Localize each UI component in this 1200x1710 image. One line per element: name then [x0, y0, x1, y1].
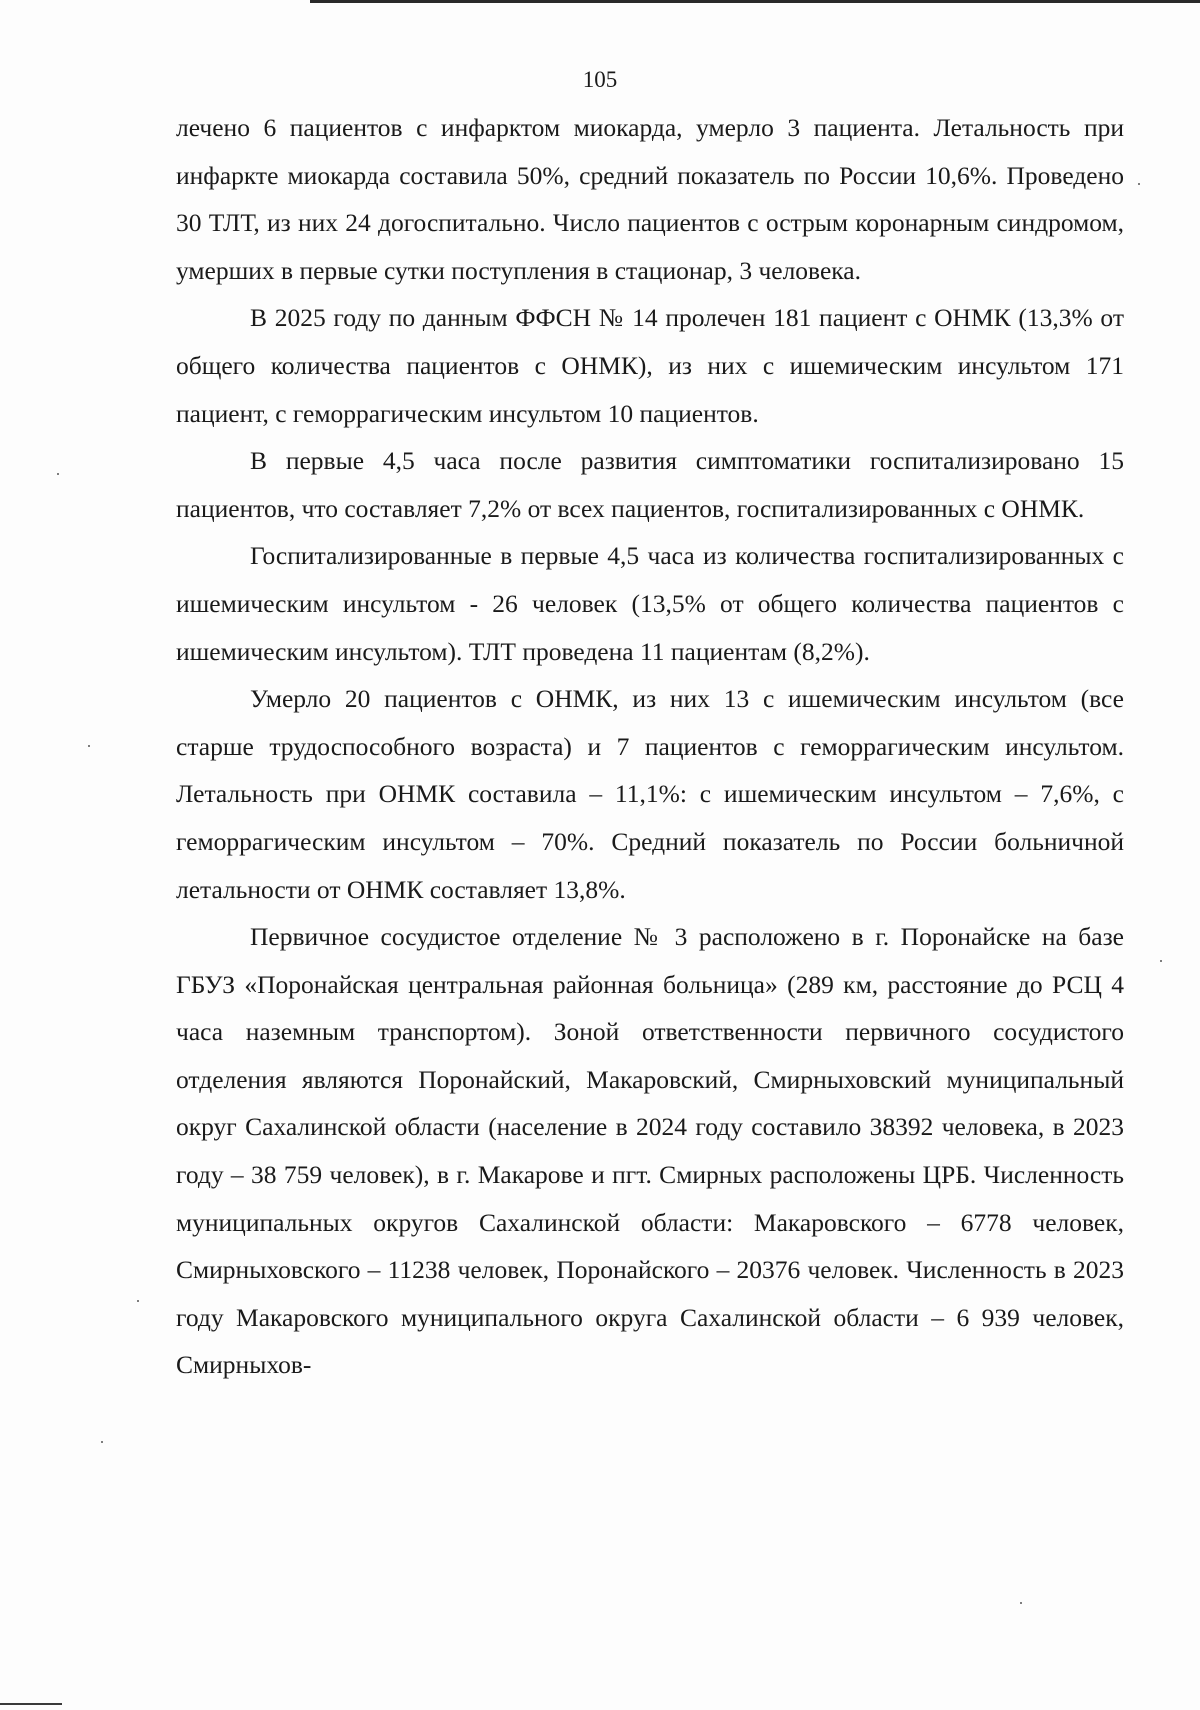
scan-speck: [57, 473, 59, 475]
scan-speck: [1138, 183, 1140, 185]
paragraph-myocardial-infarction: лечено 6 пациентов с инфарктом миокарда, умерло 3 пациента. Летальность при инфаркте миокарда составила 50%, средний показатель по России 10,6%. Проведено 30 ТЛТ, из них 24 догоспитально. Число пациентов с острым коронарным синдромом, умерших в первые сутки поступления в стационар, 3 человека.: [176, 113, 1124, 285]
top-scan-rule: [310, 0, 1200, 3]
body-text: [176, 104, 1124, 1389]
scan-speck: [1020, 1602, 1022, 1604]
scan-speck: [1160, 960, 1162, 962]
paragraph-vascular-department-3: Первичное сосудистое отделение № 3 расположено в г. Поронайске на базе ГБУЗ «Поронайская центральная районная больница» (289 км, расстояние до РСЦ 4 часа наземным транспортом). Зоной ответственности первичного сосудистого отделения являются Поронайский, Макаровский, Смирныховский муниципальный округ Сахалинской области (население в 2024 году составило 38392 человека, в 2023 году – 38 759 человек), в г. Макарове и пгт. Смирных расположены ЦРБ. Численность муниципальных округов Сахалинской области: Макаровского – 6778 человек, Смирныховского – 11238 человек, Поронайского – 20376 человек. Численность в 2023 году Макаровского муниципального округа Сахалинской области – 6 939 человек, Смирныхов-: [176, 922, 1124, 1380]
paragraph-first-hours-hospitalized: В первые 4,5 часа после развития симптоматики госпитализировано 15 пациентов, что составляет 7,2% от всех пациентов, госпитализированных с ОНМК.: [176, 446, 1124, 523]
scan-speck: [101, 1441, 103, 1443]
page-number: 105: [582, 67, 618, 92]
scan-speck: [137, 1300, 139, 1302]
scan-speck: [88, 745, 90, 747]
paragraph-stroke-treated: В 2025 году по данным ФФСН № 14 пролечен 181 пациент с ОНМК (13,3% от общего количества пациентов с ОНМК), из них с ишемическим инсультом 171 пациент, с геморрагическим инсультом 10 пациентов.: [176, 303, 1124, 428]
paragraph-ischemic-hospitalized: Госпитализированные в первые 4,5 часа из количества госпитализированных с ишемическим инсультом - 26 человек (13,5% от общего количества пациентов с ишемическим инсультом). ТЛТ проведена 11 пациентам (8,2%).: [176, 541, 1124, 666]
bottom-scan-rule: [0, 1703, 62, 1705]
paragraph-stroke-mortality: Умерло 20 пациентов с ОНМК, из них 13 с ишемическим инсультом (все старше трудоспособного возраста) и 7 пациентов с геморрагическим инсультом. Летальность при ОНМК составила – 11,1%: с ишемическим инсультом – 7,6%, с геморрагическим инсультом – 70%. Средний показатель по России больничной летальности от ОНМК составляет 13,8%.: [176, 684, 1124, 904]
